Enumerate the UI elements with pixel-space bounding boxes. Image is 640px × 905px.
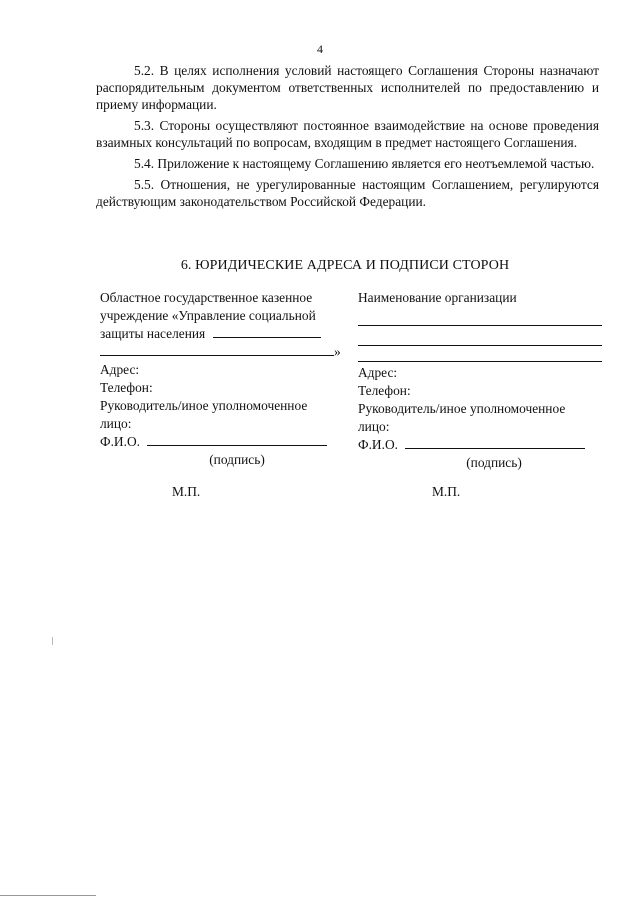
left-org-line-4: [100, 343, 346, 361]
section-6-title: 6. ЮРИДИЧЕСКИЕ АДРЕСА И ПОДПИСИ СТОРОН: [180, 258, 510, 273]
left-stamp-place: М.П.: [172, 484, 201, 499]
left-org-blank-1: [213, 325, 321, 338]
clause-5-5: 5.5. Отношения, не урегулированные настоящим Соглашением, регулируются действующим законодательством Российской Федерации.: [96, 177, 599, 209]
right-phone-label: Телефон:: [358, 383, 411, 398]
left-org-line-2: учреждение «Управление социальной: [100, 308, 316, 323]
left-org-line-3: [100, 325, 346, 343]
left-fio-blank: [147, 433, 327, 446]
clause-5-2: 5.2. В целях исполнения условий настоящего Соглашения Стороны назначают распорядительным документом ответственных исполнителей по предоставлению и приему информации.: [96, 63, 599, 112]
right-org-blank-3: [358, 349, 602, 362]
right-head-label-1: Руководитель/иное уполномоченное: [358, 401, 566, 416]
footer-rule: [0, 895, 96, 896]
right-head-label-2: лицо:: [358, 419, 390, 434]
left-org-closing-quote: »: [334, 344, 341, 359]
right-party-block: [358, 289, 602, 472]
left-address-label: Адрес:: [100, 362, 140, 377]
clause-5-4: 5.4. Приложение к настоящему Соглашению является его неотъемлемой частью.: [134, 156, 595, 171]
margin-mark: [52, 637, 53, 645]
left-signature-caption: (подпись): [209, 452, 265, 467]
right-stamp-place: М.П.: [432, 484, 461, 499]
clause-5-3: 5.3. Стороны осуществляют постоянное взаимодействие на основе проведения взаимных консультаций по вопросам, входящим в предмет настоящего Соглашения.: [96, 118, 599, 150]
right-fio-row: [358, 436, 602, 454]
clauses-section-5: [96, 62, 599, 214]
right-address-label: Адрес:: [358, 365, 398, 380]
right-signature-caption: (подпись): [466, 455, 522, 470]
left-phone-label: Телефон:: [100, 380, 153, 395]
right-fio-label: Ф.И.О.: [358, 437, 398, 452]
right-org-blank-1: [358, 309, 602, 326]
left-head-label-1: Руководитель/иное уполномоченное: [100, 398, 308, 413]
left-fio-row: [100, 433, 346, 451]
left-fio-label: Ф.И.О.: [100, 434, 140, 449]
right-org-blank-2: [358, 329, 602, 346]
left-org-line-3-text: защиты населения: [100, 326, 206, 341]
left-party-block: [100, 289, 346, 469]
page-number: 4: [317, 42, 323, 56]
left-org-line-1: Областное государственное казенное: [100, 290, 313, 305]
left-org-blank-2: [100, 343, 334, 356]
right-org-label: Наименование организации: [358, 290, 517, 305]
left-head-label-2: лицо:: [100, 416, 132, 431]
right-fio-blank: [405, 436, 585, 449]
